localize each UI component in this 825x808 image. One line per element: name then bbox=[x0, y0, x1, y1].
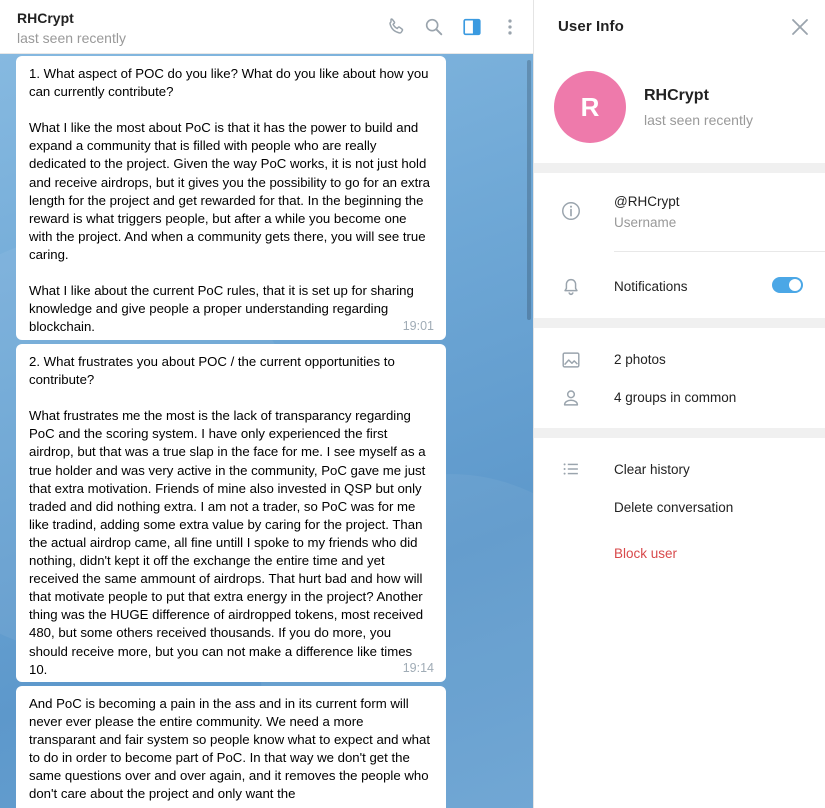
username-value[interactable]: @RHCrypt bbox=[614, 194, 680, 209]
profile-name: RHCrypt bbox=[644, 87, 709, 104]
chat-scrollbar[interactable] bbox=[527, 60, 531, 320]
message-time: 19:01 bbox=[402, 318, 434, 333]
message-text: 2. What frustrates you about POC / the current opportunities to contribute? What frustrates me the most is the lack of transparancy regarding PoC and the scoring system. I have only experienced the first airdrop, but that was a true slap in the face for me. I see myself as a true holder and was very active in the community, PoC gave me just that extra motivation. Friends of mine also invested in QSP but only traded and did nothing extra. I am not a trader, so PoC was for me like tradind, adding some extra value by caring for the project. Than the actual airdrop came, all fine untill I spoke to my friends who did nothing, didn't kept it off the exchange the entire time and yet received the same ammount of airdrops. That hurt bad and how will that motivate people to put that extra energy in the project? Another thing was the HUGE difference of airdropped tokens, most received 480, but some others received thousands. If you do more, you should receive more, but you can not make a difference like times 10. bbox=[29, 354, 426, 677]
chat-header bbox=[0, 0, 533, 54]
message-bubble[interactable] bbox=[16, 686, 446, 808]
section-divider bbox=[534, 428, 825, 438]
block-user-button[interactable]: Block user bbox=[614, 546, 678, 561]
avatar[interactable]: R bbox=[554, 71, 626, 143]
profile-status: last seen recently bbox=[644, 112, 753, 128]
message-text: And PoC is becoming a pain in the ass and in its current form will never ever please the entire community. We need a more transparant and fair system so people know what to expect and what to do in order to become part of PoC. In that way we don't get the same questions over and over again, and it removes the people who don't care about the project and only want the bbox=[29, 696, 434, 802]
message-bubble[interactable] bbox=[16, 344, 446, 682]
close-icon[interactable] bbox=[790, 17, 810, 37]
message-bubble[interactable] bbox=[16, 56, 446, 340]
notifications-toggle[interactable] bbox=[772, 277, 803, 293]
message-time: 19:14 bbox=[402, 660, 434, 675]
username-caption: Username bbox=[614, 215, 677, 230]
panel-title: User Info bbox=[558, 18, 624, 35]
groups-in-common-link[interactable]: 4 groups in common bbox=[614, 390, 737, 405]
phone-icon[interactable] bbox=[385, 16, 407, 38]
bell-icon bbox=[560, 276, 582, 298]
sidebar-panel-icon[interactable] bbox=[461, 16, 483, 38]
list-icon bbox=[560, 458, 582, 480]
chat-status: last seen recently bbox=[17, 30, 126, 46]
user-icon bbox=[560, 387, 582, 409]
more-vert-icon[interactable] bbox=[499, 16, 521, 38]
delete-conversation-button[interactable]: Delete conversation bbox=[614, 500, 734, 515]
section-divider bbox=[534, 318, 825, 328]
info-icon bbox=[560, 200, 582, 222]
search-icon[interactable] bbox=[423, 16, 445, 38]
user-info-panel bbox=[533, 0, 825, 808]
section-divider bbox=[534, 163, 825, 173]
photos-link[interactable]: 2 photos bbox=[614, 352, 666, 367]
photo-icon bbox=[560, 349, 582, 371]
clear-history-button[interactable]: Clear history bbox=[614, 462, 690, 477]
notifications-label: Notifications bbox=[614, 279, 688, 294]
chat-title[interactable]: RHCrypt bbox=[17, 10, 74, 26]
row-divider bbox=[614, 251, 825, 252]
message-text: 1. What aspect of POC do you like? What do you like about how you can currently contribute? What I like the most about PoC is that it has the power to build and expand a community that is filled with people who are really dedicated to the project. Given the way PoC works, it is not just hold and receive airdrops, but it gives you the possibility to go for an extra length for the project and get rewarded for that. In the beginning the reward is what triggers people, but after a while you become one with the project. And when a community gets there, you will see true caring. What I like about the current PoC rules, that it is set up for sharing knowledge and give people a proper understanding regarding blockchain. bbox=[29, 66, 430, 335]
